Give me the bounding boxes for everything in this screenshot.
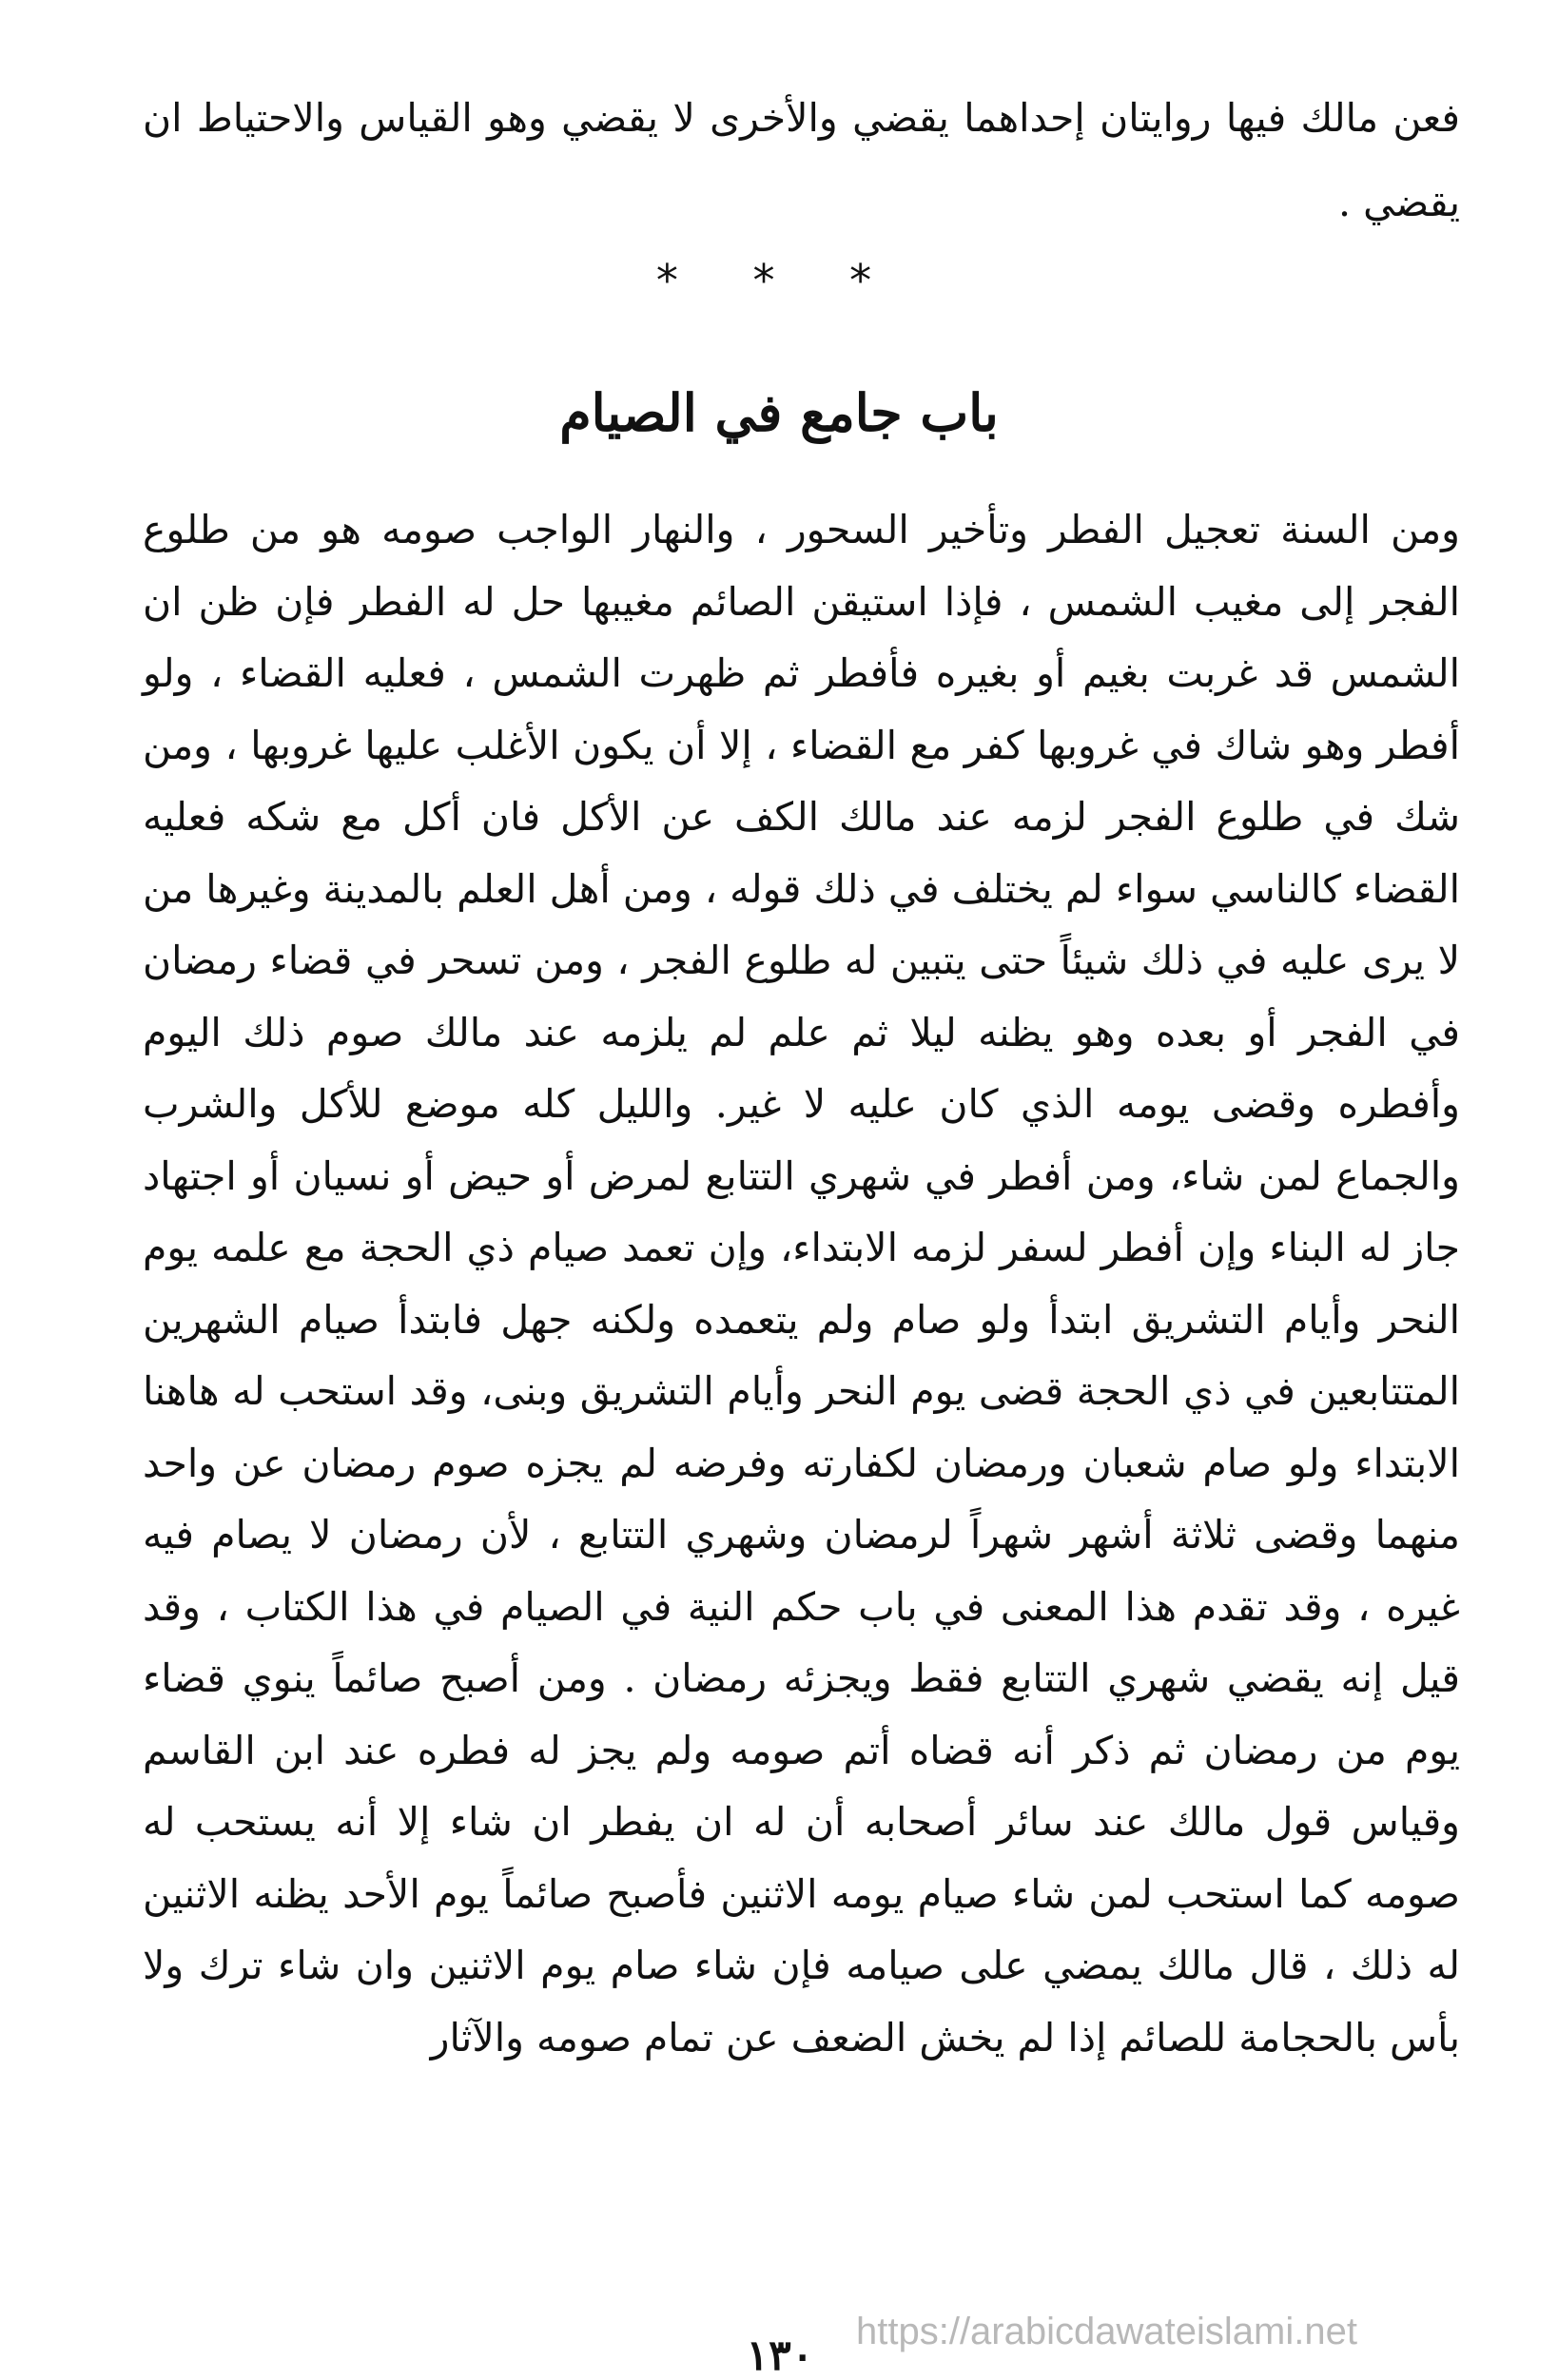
watermark-url: https://arabicdawateislami.net: [856, 2311, 1357, 2352]
chapter-body: [143, 494, 1460, 2074]
section-separator: * * *: [655, 255, 903, 306]
body-paragraph: ومن السنة تعجيل الفطر وتأخير السحور ، والنهار الواجب صومه هو من طلوع الفجر إلى مغيب الشمس ، فإذا استيقن الصائم مغيبها حل له الفطر فإن ظن ان الشمس قد غربت بغيم أو بغيره فأفطر ثم ظهرت الشمس ، فعليه القضاء ، ولو أفطر وهو شاك في غروبها كفر مع القضاء ، إلا أن يكون الأغلب عليها غروبها ، ومن شك في طلوع الفجر لزمه عند مالك الكف عن الأكل فان أكل مع شكه فعليه القضاء كالناسي سواء لم يختلف في ذلك قوله ، ومن أهل العلم بالمدينة وغيرها من لا يرى عليه في ذلك شيئاً حتى يتبين له طلوع الفجر ، ومن تسحر في قضاء رمضان في الفجر أو بعده وهو يظنه ليلا ثم علم لم يلزمه عند مالك صوم ذلك اليوم وأفطره وقضى يومه الذي كان عليه لا غير. والليل كله موضع للأكل والشرب والجماع لمن شاء، ومن أفطر في شهري التتابع لمرض أو حيض أو نسيان أو اجتهاد جاز له البناء وإن أفطر لسفر لزمه الابتداء، وإن تعمد صيام ذي الحجة مع علمه يوم النحر وأيام التشريق ابتدأ ولو صام ولم يتعمده ولكنه جهل فابتدأ صيام الشهرين المتتابعين في ذي الحجة قضى يوم النحر وأيام التشريق وبنى، وقد استحب له هاهنا الابتداء ولو صام شعبان ورمضان لكفارته وفرضه لم يجزه صوم رمضان عن واحد منهما وقضى ثلاثة أشهر شهراً لرمضان وشهري التتابع ، لأن رمضان لا يصام فيه غيره ، وقد تقدم هذا المعنى في باب حكم النية في الصيام في هذا الكتاب ، وقد قيل إنه يقضي شهري التتابع فقط ويجزئه رمضان . ومن أصبح صائماً ينوي قضاء يوم من رمضان ثم ذكر أنه قضاه أتم صومه ولم يجز له فطره عند ابن القاسم وقياس قول مالك عند سائر أصحابه أن له ان يفطر ان شاء إلا أنه يستحب له صومه كما استحب لمن شاء صيام يومه الاثنين فأصبح صائماً يوم الأحد يظنه الاثنين له ذلك ، قال مالك يمضي على صيامه فإن شاء صام يوم الاثنين وان شاء ترك ولا بأس بالحجامة للصائم إذا لم يخش الضعف عن تمام صومه والآثار: [143, 507, 1460, 2061]
page-number: ١٣٠: [746, 2332, 814, 2380]
intro-paragraph: فعن مالك فيها روايتان إحداهما يقضي والأخرى لا يقضي وهو القياس والاحتياط ان يقضي .: [143, 95, 1460, 225]
chapter-title: باب جامع في الصيام: [559, 382, 999, 443]
